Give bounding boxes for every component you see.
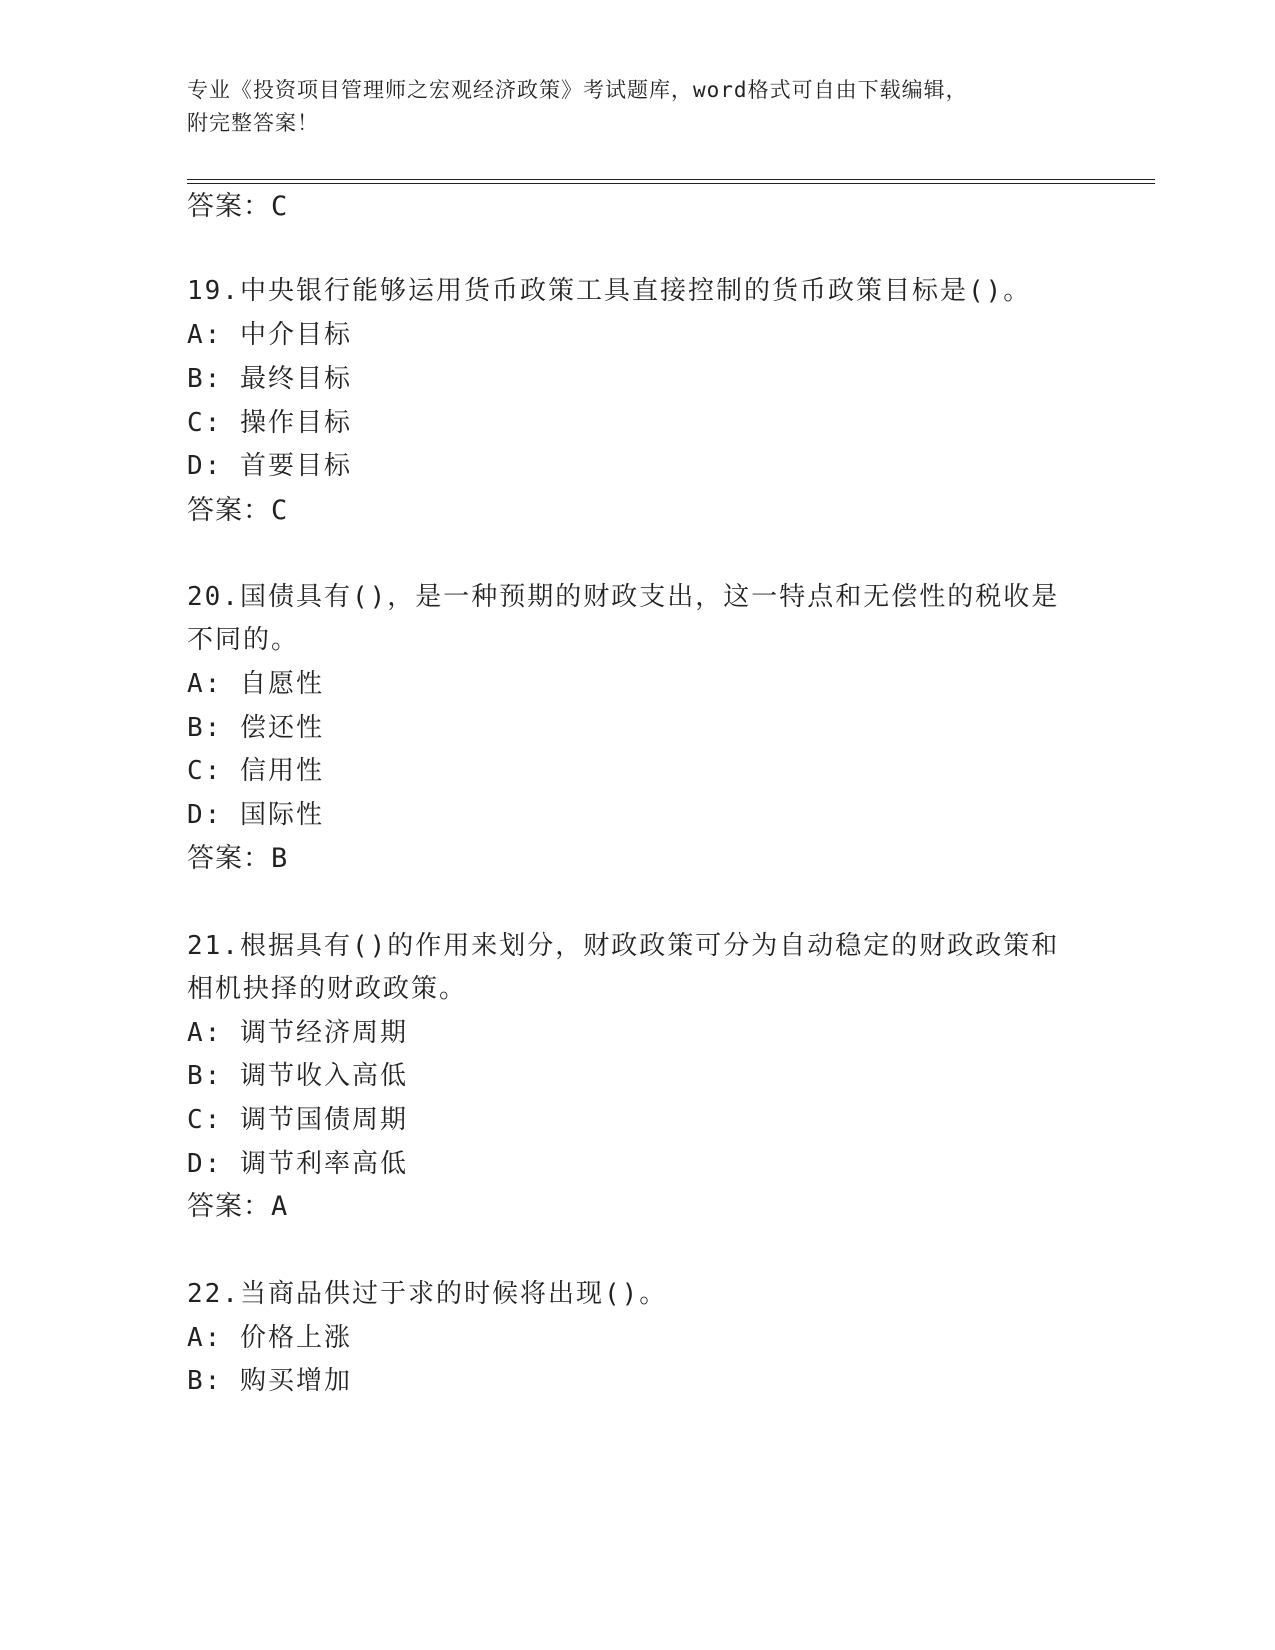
question-22-stem: 22.当商品供过于求的时候将出现()。 — [187, 1279, 668, 1309]
question-20-answer — [187, 842, 288, 876]
question-21-answer — [187, 1190, 288, 1224]
question-19-option-c: C: 操作目标 — [187, 408, 352, 438]
header-rule-top — [187, 179, 1155, 180]
question-20-option-a: A: 自愿性 — [187, 669, 324, 699]
question-22-option-a: A: 价格上涨 — [187, 1323, 352, 1353]
question-20-stem-line-1: 20.国债具有()，是一种预期的财政支出，这一特点和无偿性的税收是 — [187, 582, 1060, 612]
question-20-option-d: D: 国际性 — [187, 800, 324, 830]
question-21-option-a: A: 调节经济周期 — [187, 1018, 408, 1048]
header-line-1: 专业《投资项目管理师之宏观经济政策》考试题库，word格式可自由下载编辑， — [187, 78, 968, 102]
answer-label: 答案： — [187, 495, 271, 526]
answer-label: 答案： — [187, 1191, 271, 1222]
question-21-option-d: D: 调节利率高低 — [187, 1149, 408, 1179]
answer-value: B — [271, 843, 289, 874]
question-21-option-b: B: 调节收入高低 — [187, 1061, 408, 1091]
header-line-2: 附完整答案！ — [187, 111, 319, 135]
question-20-option-c: C: 信用性 — [187, 756, 324, 786]
question-21-option-c: C: 调节国债周期 — [187, 1105, 408, 1135]
question-21-stem-line-1: 21.根据具有()的作用来划分，财政政策可分为自动稳定的财政政策和 — [187, 931, 1060, 961]
question-20-stem-line-2: 不同的。 — [187, 625, 300, 655]
question-19-stem: 19.中央银行能够运用货币政策工具直接控制的货币政策目标是()。 — [187, 276, 1032, 306]
question-22-option-b: B: 购买增加 — [187, 1366, 352, 1396]
question-20-option-b: B: 偿还性 — [187, 713, 324, 743]
question-21-stem-line-2: 相机抉择的财政政策。 — [187, 974, 468, 1004]
question-19-option-a: A: 中介目标 — [187, 320, 352, 350]
question-19-answer — [187, 494, 288, 528]
question-19-option-b: B: 最终目标 — [187, 364, 352, 394]
document-header — [187, 74, 1087, 140]
answer-value: A — [271, 1191, 289, 1222]
answer-value: C — [271, 191, 289, 222]
answer-value: C — [271, 495, 289, 526]
question-19-option-d: D: 首要目标 — [187, 451, 352, 481]
answer-label: 答案： — [187, 843, 271, 874]
header-rule-bottom — [187, 183, 1155, 184]
answer-label: 答案： — [187, 191, 271, 222]
prev-answer — [187, 190, 288, 224]
